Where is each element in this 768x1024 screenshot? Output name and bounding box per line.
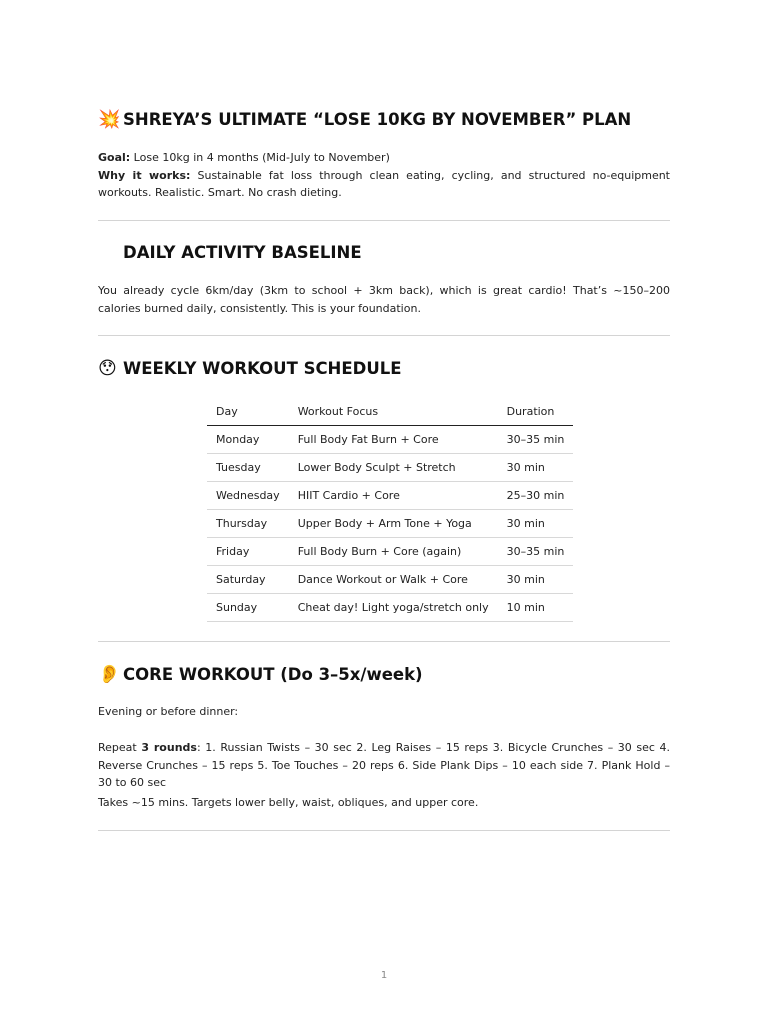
baseline-text: You already cycle 6km/day (3km to school + 3km back), which is great cardio! That’s ~150–200 calories burned daily, consistently. This is your foundation. <box>98 284 670 315</box>
cell-focus: Lower Body Sculpt + Stretch <box>289 454 498 482</box>
table-row <box>207 454 573 482</box>
divider-1 <box>98 220 670 221</box>
schedule-heading-text: WEEKLY WORKOUT SCHEDULE <box>123 359 402 378</box>
ear-icon: 👂 <box>98 663 121 685</box>
baseline-heading <box>98 243 362 262</box>
goal-line <box>98 149 670 167</box>
repeat-prefix: Repeat <box>98 741 142 754</box>
cell-focus: Dance Workout or Walk + Core <box>289 566 498 594</box>
cell-duration: 30–35 min <box>498 426 574 454</box>
cell-duration: 30 min <box>498 454 574 482</box>
header-duration: Duration <box>498 397 574 426</box>
schedule-table <box>207 397 573 622</box>
table-row <box>207 482 573 510</box>
table-row <box>207 594 573 622</box>
cell-focus: Cheat day! Light yoga/stretch only <box>289 594 498 622</box>
cell-day: Friday <box>207 538 289 566</box>
cell-day: Saturday <box>207 566 289 594</box>
cell-duration: 30 min <box>498 510 574 538</box>
goal-section <box>98 149 670 202</box>
core-routine <box>98 739 670 792</box>
table-row <box>207 510 573 538</box>
cell-day: Tuesday <box>207 454 289 482</box>
cell-duration: 30 min <box>498 566 574 594</box>
table-header-row <box>207 397 573 426</box>
plan-title-text: SHREYA’S ULTIMATE “LOSE 10KG BY NOVEMBER” PLAN <box>123 110 632 129</box>
header-day: Day <box>207 397 289 426</box>
table-row <box>207 426 573 454</box>
why-line <box>98 167 670 202</box>
why-text: Sustainable fat loss through clean eating, cycling, and structured no-equipment workouts. Realistic. Smart. No crash dieting. <box>98 168 670 199</box>
goal-text: Lose 10kg in 4 months (Mid-July to November) <box>130 151 390 164</box>
cell-day: Wednesday <box>207 482 289 510</box>
explosion-icon: 💥 <box>98 108 121 130</box>
cell-focus: HIIT Cardio + Core <box>289 482 498 510</box>
divider-4 <box>98 830 670 831</box>
surprised-face-icon: 😯 <box>98 357 117 379</box>
repeat-exercises: : 1. Russian Twists – 30 sec 2. Leg Raises – 15 reps 3. Bicycle Crunches – 30 sec 4. Reverse Crunches – 15 reps 5. Toe Touches – 20 reps 6. Side Plank Dips – 10 each side 7. Plank Hold – 30 to 60 sec <box>98 741 670 789</box>
divider-2 <box>98 335 670 336</box>
divider-3 <box>98 641 670 642</box>
cell-duration: 25–30 min <box>498 482 574 510</box>
cell-focus: Full Body Burn + Core (again) <box>289 538 498 566</box>
core-heading <box>98 665 423 684</box>
cell-day: Monday <box>207 426 289 454</box>
cell-day: Thursday <box>207 510 289 538</box>
cell-duration: 30–35 min <box>498 538 574 566</box>
schedule-heading <box>98 359 402 378</box>
cell-day: Sunday <box>207 594 289 622</box>
core-intro: Evening or before dinner: <box>98 705 239 718</box>
core-heading-text: CORE WORKOUT (Do 3–5x/week) <box>123 665 423 684</box>
cell-focus: Full Body Fat Burn + Core <box>289 426 498 454</box>
plan-title <box>98 110 631 129</box>
table-row <box>207 538 573 566</box>
cell-focus: Upper Body + Arm Tone + Yoga <box>289 510 498 538</box>
page-number: 1 <box>380 970 388 981</box>
schedule-table-wrap <box>98 397 670 622</box>
goal-label: Goal: <box>98 151 131 164</box>
cell-duration: 10 min <box>498 594 574 622</box>
why-label: Why it works: <box>98 168 191 182</box>
header-focus: Workout Focus <box>289 397 498 426</box>
repeat-rounds: 3 rounds <box>141 741 197 754</box>
core-outro: Takes ~15 mins. Targets lower belly, waist, obliques, and upper core. <box>98 796 479 809</box>
table-row <box>207 566 573 594</box>
baseline-heading-text: DAILY ACTIVITY BASELINE <box>123 243 362 262</box>
